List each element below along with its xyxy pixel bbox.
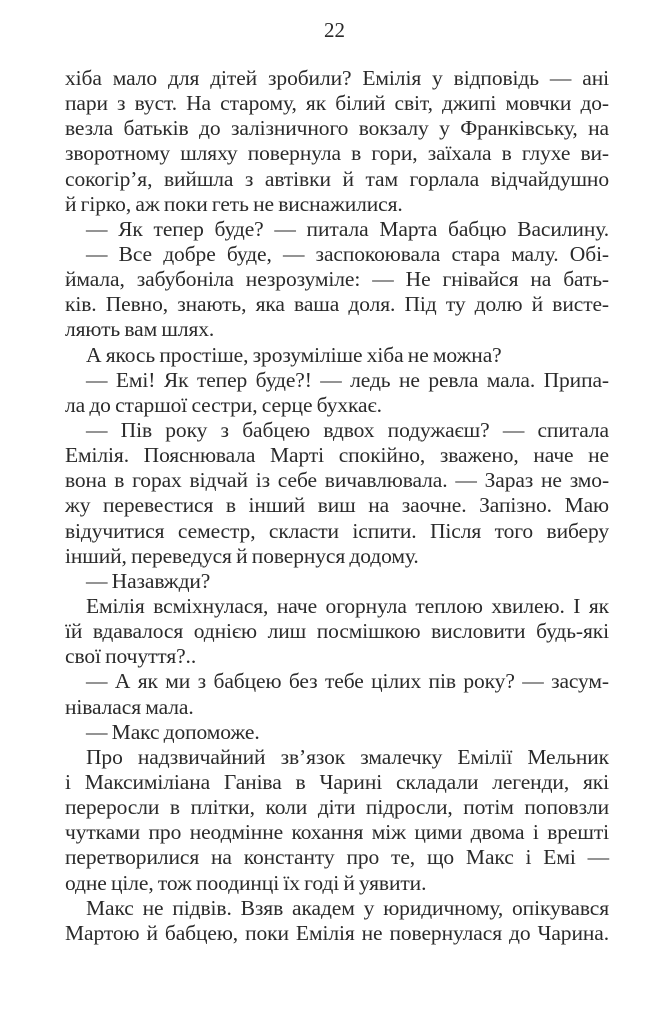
text-line: — Макс допоможе. — [86, 719, 260, 744]
text-line: сокогір’я, вийшла з автівки й там горлала відчайдушно — [65, 166, 609, 191]
text-line: перетворилися на константу про те, що Макс і Емі — — [65, 845, 609, 870]
text-line: переросли в плітки, коли діти підросли, потім поповзли — [65, 795, 609, 820]
text-line: ляють вам шлях. — [65, 317, 215, 342]
text-line: А якось простіше, зрозуміліше хіба не можна? — [86, 342, 502, 367]
text-line: свої почуття?.. — [65, 644, 197, 669]
text-line: інший, переведуся й повернуся додому. — [65, 543, 419, 568]
text-line: й гірко, аж поки геть не виснажилися. — [65, 191, 403, 216]
page-number: 22 — [324, 18, 345, 42]
text-line: Про надзвичайний зв’язок змалечку Емілії Мельник — [86, 744, 609, 769]
text-line: нівалася мала. — [65, 694, 194, 719]
text-line: Мартою й бабцею, поки Емілія не повернулася до Чарина. — [65, 920, 609, 945]
text-line: — Емі! Як тепер буде?! — ледь не ревла мала. Припа- — [86, 367, 609, 392]
text-line: вона в горах відчай із себе вичавлювала. — Зараз не змо- — [65, 468, 609, 493]
text-line: Емілія всміхнулася, наче огорнула теплою хвилею. І як — [86, 593, 609, 618]
text-line: відучитися семестр, скласти іспити. Після того виберу — [65, 518, 609, 543]
text-line: — Назавжди? — [86, 568, 211, 593]
text-line: хіба мало для дітей зробили? Емілія у відповідь — ані — [65, 66, 609, 90]
body-text — [65, 66, 609, 946]
text-line: ла до старшої сестри, серце бухкає. — [65, 392, 382, 417]
text-line: жу перевестися в інший виш на заочне. Запізно. Маю — [65, 493, 609, 518]
text-line: пари з вуст. На старому, як білий світ, джипі мовчки до- — [65, 91, 609, 116]
text-line: зворотному шляху повернула в гори, заїхала в глухе ви- — [65, 141, 609, 166]
text-line: — А як ми з бабцею без тебе цілих пів року? — засум- — [86, 669, 609, 694]
text-line: чутками про неодмінне кохання між цими двома і врешті — [65, 820, 609, 845]
text-line: — Як тепер буде? — питала Марта бабцю Василину. — [86, 216, 609, 241]
text-line: везла батьків до залізничного вокзалу у Франківську, на — [65, 116, 609, 141]
text-line: — Все добре буде, — заспокоювала стара малу. Обі- — [86, 241, 609, 266]
text-line: Емілія. Пояснювала Марті спокійно, зважено, наче не — [65, 443, 609, 468]
text-line: і Максиміліана Ганіва в Чарині складали легенди, які — [65, 769, 609, 794]
text-line: одне ціле, тож поодинці їх годі й уявити. — [65, 870, 427, 895]
text-line: — Пів року з бабцею вдвох подужаєш? — спитала — [86, 417, 609, 442]
text-line: ймала, забубоніла незрозуміле: — Не гнівайся на бать- — [65, 267, 609, 292]
text-line: ків. Певно, знають, яка ваша доля. Під ту долю й висте- — [65, 292, 609, 317]
text-line: Макс не підвів. Взяв академ у юридичному, опікувався — [86, 895, 609, 920]
text-line: їй вдавалося однією лиш посмішкою висловити будь-які — [65, 619, 609, 644]
